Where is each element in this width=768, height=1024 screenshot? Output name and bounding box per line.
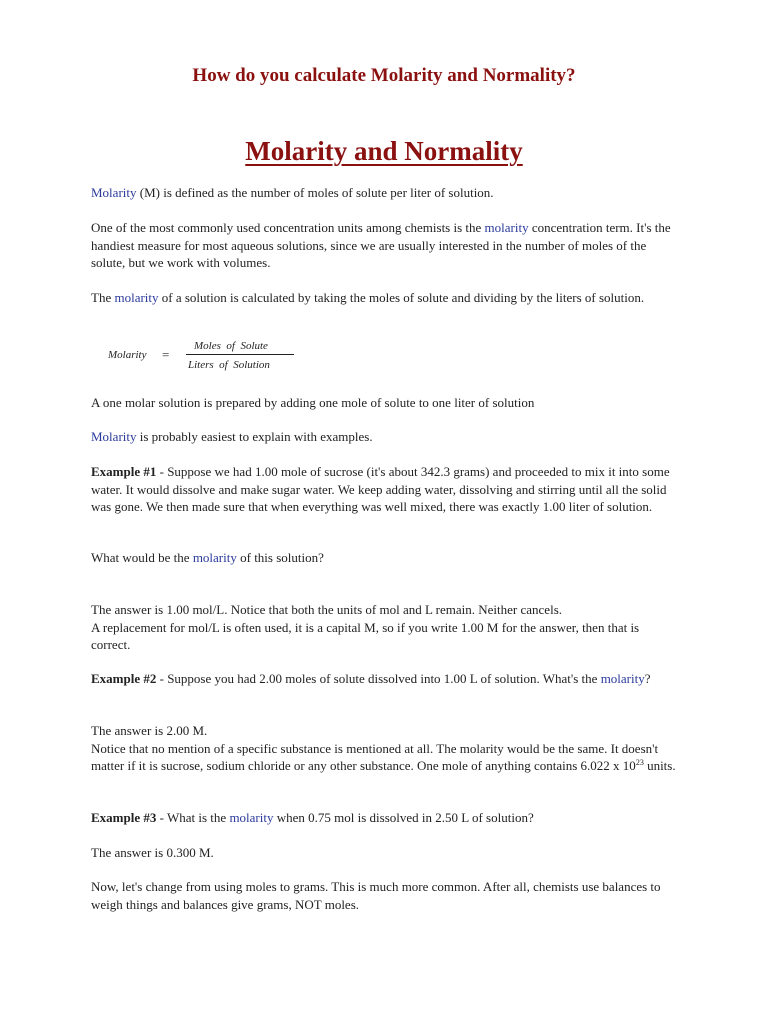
one-molar-paragraph: A one molar solution is prepared by adding one mole of solute to one liter of solution [91,395,535,410]
molarity-link[interactable]: molarity [229,810,274,825]
question-title: How do you calculate Molarity and Normality? [192,65,576,86]
example-1-label: Example #1 [91,464,157,479]
molarity-link[interactable]: molarity [600,671,645,686]
explain-paragraph: Molarity is probably easiest to explain with examples. [91,429,373,444]
formula-equals: = [162,347,170,362]
example-2-paragraph: Example #2 - Suppose you had 2.00 moles of solute dissolved into 1.00 L of solution. What's the molarity? [91,671,651,686]
formula-numerator: Moles of Solute [194,340,268,352]
definition-paragraph: Molarity (M) is defined as the number of moles of solute per liter of solution. [91,185,494,200]
molarity-link[interactable]: Molarity [91,185,137,200]
example-3-paragraph: Example #3 - What is the molarity when 0.75 mol is dissolved in 2.50 L of solution? [91,810,534,825]
molarity-link[interactable]: Molarity [91,429,137,444]
formula-denominator: Liters of Solution [188,359,270,371]
grams-paragraph: Now, let's change from using moles to grams. This is much more common. After all, chemists use balances to weigh things and balances give grams, NOT moles. [91,879,661,912]
exponent: 23 [635,758,644,767]
molarity-link[interactable]: molarity [114,290,159,305]
calculation-paragraph: The molarity of a solution is calculated by taking the moles of solute and dividing by the liters of solution. [91,290,645,305]
concentration-paragraph: One of the most commonly used concentration units among chemists is the molarity concentration term. It's the handiest measure for most aqueous solutions, since we are usually interested in the number of moles of the solute, but we work with volumes. [91,220,671,270]
molarity-formula [108,338,308,378]
answer-3-paragraph: The answer is 0.300 M. [91,845,214,860]
page-title [0,134,768,168]
example-3-label: Example #3 [91,810,157,825]
molarity-link[interactable]: molarity [484,220,529,235]
formula-lhs: Molarity [108,349,147,361]
fraction-bar [186,354,294,355]
question-1-paragraph: What would be the molarity of this solution? [91,550,324,565]
answer-2-line-2: Notice that no mention of a specific substance is mentioned at all. The molarity would be the same. It doesn't matter if it is sucrose, sodium chloride or any other substance. One mole of anything contains 6.022 x $10^{23}$ units. [91,740,676,773]
answer-1-line-2: A replacement for mol/L is often used, it is a capital M, so if you write 1.00 M for the answer, then that is correct. [91,619,640,652]
example-1-paragraph: Example #1 - Suppose we had 1.00 mole of sucrose (it's about 342.3 grams) and proceeded to mix it into some water. It would dissolve and make sugar water. We keep adding water, dissolving and stirring until all the solid was gone. We then made sure that when everything was well mixed, there was exactly 1.00 liter of solution. [91,464,670,514]
page-title-text: Molarity and Normality [245,136,523,166]
answer-2-paragraph [91,722,681,775]
example-2-label: Example #2 [91,671,157,686]
answer-1-line-1: The answer is 1.00 mol/L. Notice that both the units of mol and L remain. Neither cancels. [91,602,563,617]
answer-2-line-1: The answer is 2.00 M. [91,723,208,738]
molarity-link[interactable]: molarity [192,550,237,565]
answer-1-paragraph [91,601,681,654]
